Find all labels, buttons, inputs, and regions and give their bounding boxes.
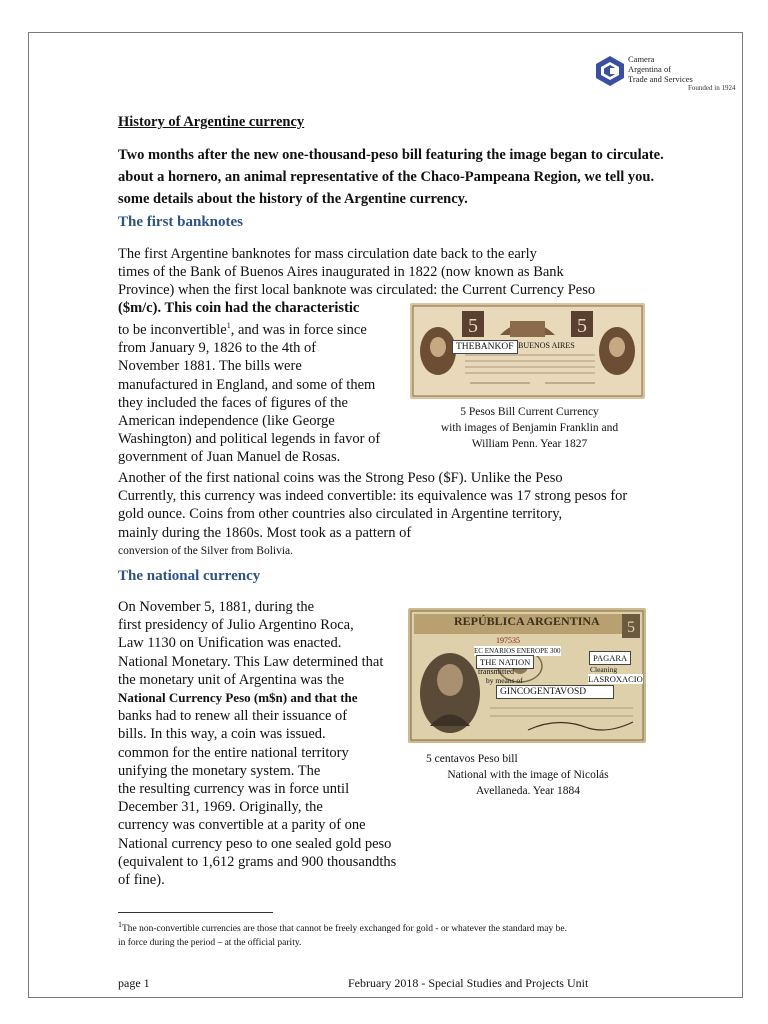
text-line: from January 9, 1826 to the 4th of [118,340,317,357]
text-line: conversion of the Silver from Bolivia. [118,544,294,557]
banknote-5-pesos-image [410,303,645,399]
text-line: Washington) and political legends in favor of [118,431,381,448]
footer-text: February 2018 - Special Studies and Projects Unit [348,976,589,990]
text-line: National Currency Peso (m$n) and that the [118,690,358,706]
bill-overlay-text: EC ENARIOS ENEROPE 300 [474,647,561,655]
text-line: government of Juan Manuel de Rosas. [118,449,341,466]
lead-line: Two months after the new one-thousand-peso bill featuring the image began to circulate. [118,147,664,163]
bill-overlay-label: THEBANKOF [452,340,518,354]
svg-text:5: 5 [468,315,478,337]
bill-overlay-text: BUENOS AIRES [518,341,575,350]
bill-overlay-text: Cleaning [590,665,618,674]
text-line: the resulting currency was in force until [118,781,350,798]
text-line: currency was convertible at a parity of one [118,817,366,834]
caption-line: with images of Benjamin Franklin and [440,422,619,434]
text-line: On November 5, 1881, during the [118,599,315,615]
text-line: they included the faces of figures of the [118,394,348,411]
bill-overlay-text: by means of [486,676,523,685]
text-line: first presidency of Julio Argentino Roca, [118,617,354,634]
section-heading: The first banknotes [118,214,244,230]
bill-overlay-label: PAGARA [589,651,631,665]
chamber-logo-icon [595,55,625,87]
lead-line: some details about the history of the Argentine currency. [118,191,468,207]
footnote-line: in force during the period – at the official parity. [118,938,302,949]
footnote-ref[interactable]: 1 [226,321,231,331]
text-line: gold ounce. Coins from other countries also circulated in Argentine territory, [118,506,563,523]
text-line: December 31, 1969. Originally, the [118,799,323,816]
text-line: the monetary unit of Argentina was the [118,671,345,688]
caption-line: 5 centavos Peso bill [426,753,518,765]
footnote-line [118,918,678,936]
section1-paragraph1-top [118,245,615,300]
bill-overlay-label: THE NATION [476,655,534,669]
caption-line: William Penn. Year 1827 [471,438,588,450]
logo-line: Argentina of [628,64,672,74]
section1-paragraph1-wrap [118,299,403,467]
bill-header-text: REPÚBLICA ARGENTINA [454,614,600,628]
logo-text [628,54,693,84]
text-line: Province) when the first local banknote was circulated: the Current Currency Peso [118,282,596,299]
page-number: page 1 [118,976,150,990]
banknote-illustration [410,303,645,399]
section1-paragraph2 [118,469,668,560]
text-line: National currency peso to one sealed gold peso [118,835,392,852]
figure-caption [408,751,648,799]
svg-text:5: 5 [627,619,635,636]
page-title: History of Argentine currency [118,114,305,130]
logo-founded: Founded in 1924 [688,84,736,92]
bill-overlay-label: GINCOGENTAVOSD [496,685,614,699]
footnote-divider [118,912,273,913]
text-line: Law 1130 on Unification was enacted. [118,635,342,652]
text-line: National Monetary. This Law determined that [118,653,384,670]
logo-line: Camera [628,54,655,64]
bill-serial: 197535 [496,636,520,645]
figure-caption [412,404,647,452]
banknote-5-centavos-image [408,608,646,743]
text-line: (equivalent to 1,612 grams and 900 thousandths [118,853,397,870]
text-line: The first Argentine banknotes for mass circulation date back to the early [118,246,537,262]
section-heading: The national currency [118,568,261,584]
text-line: common for the entire national territory [118,744,349,761]
text-line: mainly during the 1860s. Most took as a pattern of [118,524,412,541]
text-line: ($m/c). This coin had the characteristic [118,300,360,316]
text-line: Currently, this currency was indeed convertible: its equivalence was 17 strong pesos for [118,488,628,505]
lead-paragraph [118,144,698,210]
text-line: November 1881. The bills were [118,358,302,375]
text-line: Another of the first national coins was the Strong Peso ($F). Unlike the Peso [118,470,563,486]
text-line: unifying the monetary system. The [118,762,321,779]
text-line [118,317,403,339]
text-line: times of the Bank of Buenos Aires inaugurated in 1822 (now known as Bank [118,264,564,281]
text-line: bills. In this way, a coin was issued. [118,726,326,743]
text-fragment: to be inconvertible [118,322,227,339]
caption-line: National with the image of Nicolás [447,769,609,781]
svg-text:5: 5 [577,315,587,337]
bill-overlay-text: LASROXACIO [588,674,643,684]
text-fragment: , and was in force since [230,322,367,339]
lead-line: about a hornero, an animal representative of the Chaco-Pampeana Region, we tell you. [118,169,655,185]
text-line: of fine). [118,872,165,889]
logo-line: Trade and Services [628,74,693,84]
caption-line: 5 Pesos Bill Current Currency [460,406,599,418]
footnote-text: The non-convertible currencies are those that cannot be freely exchanged for gold - or whatever the standard may be. [122,924,567,935]
bill-overlay-text: transmitted [478,667,514,676]
text-line: American independence (like George [118,413,335,430]
footnote [118,918,678,950]
text-line: manufactured in England, and some of them [118,376,376,393]
caption-line: Avellaneda. Year 1884 [476,785,580,797]
footnote-marker: 1 [118,920,122,929]
text-line: banks had to renew all their issuance of [118,708,348,725]
section2-paragraph [118,598,403,889]
